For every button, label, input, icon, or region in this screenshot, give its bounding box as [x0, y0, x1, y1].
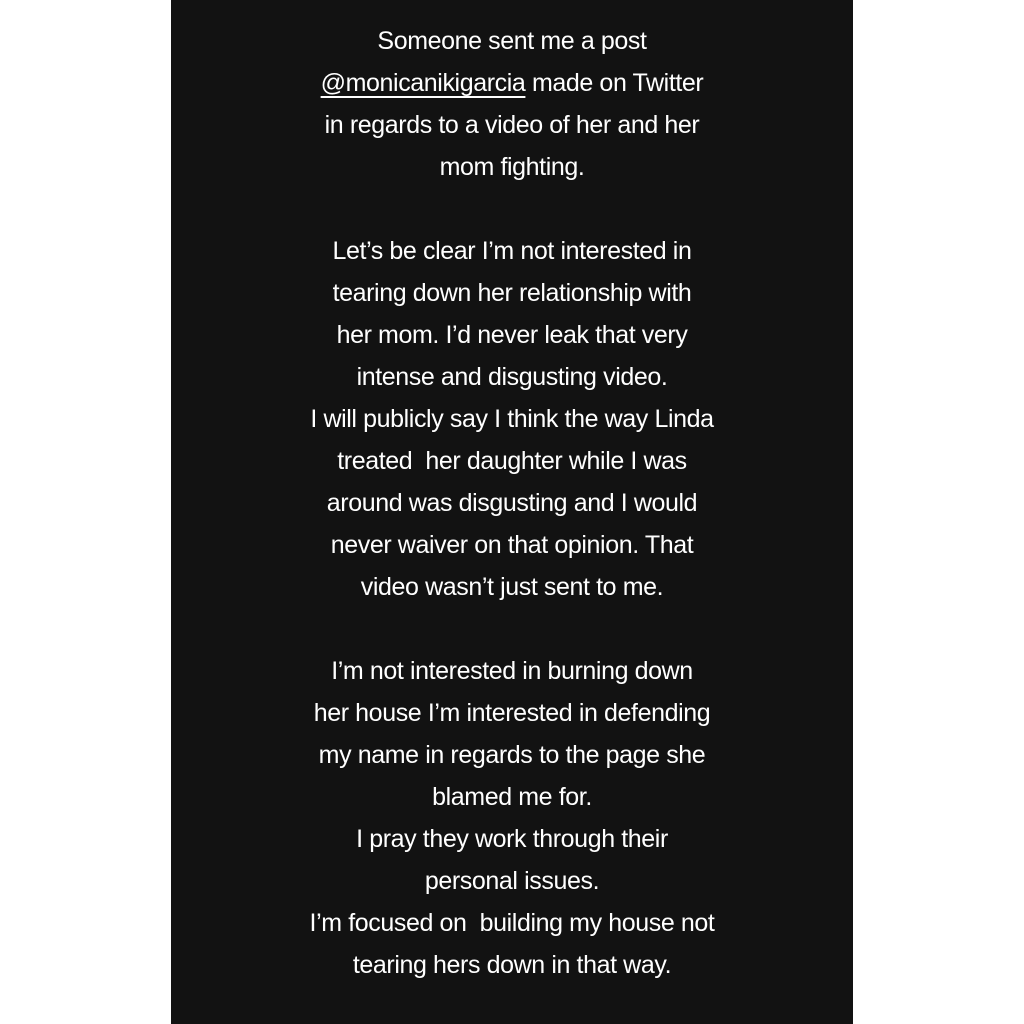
paragraph-gap: [171, 608, 853, 650]
paragraph-gap: [171, 188, 853, 230]
story-line: in regards to a video of her and her: [324, 111, 700, 139]
story-line-rest: made on Twitter: [525, 69, 704, 97]
story-line: personal issues.: [424, 867, 600, 895]
story-line: Let’s be clear I’m not interested in: [332, 237, 692, 265]
story-line: Someone sent me a post: [377, 27, 647, 55]
story-line: I pray they work through their: [356, 825, 668, 853]
story-line: mom fighting.: [439, 153, 585, 181]
story-line: intense and disgusting video.: [356, 363, 668, 391]
story-line: her house I’m interested in defending: [313, 699, 711, 727]
story-line: my name in regards to the page she: [318, 741, 706, 769]
story-text: [171, 20, 853, 986]
story-line: video wasn’t just sent to me.: [360, 573, 664, 601]
story-line: I’m focused on building my house not: [309, 909, 715, 937]
story-line: tearing hers down in that way.: [352, 951, 672, 979]
mention-link[interactable]: @monicanikigarcia: [320, 69, 526, 97]
story-line: around was disgusting and I would: [326, 489, 698, 517]
story-line: I will publicly say I think the way Linda: [310, 405, 714, 433]
story-line-with-mention: [171, 62, 853, 104]
story-panel: [171, 0, 853, 1024]
story-line: I’m not interested in burning down: [331, 657, 693, 685]
story-line: blamed me for.: [432, 783, 592, 811]
story-line: tearing down her relationship with: [332, 279, 692, 307]
story-line: treated her daughter while I was: [337, 447, 687, 475]
story-line: her mom. I’d never leak that very: [336, 321, 688, 349]
story-line: never waiver on that opinion. That: [330, 531, 694, 559]
